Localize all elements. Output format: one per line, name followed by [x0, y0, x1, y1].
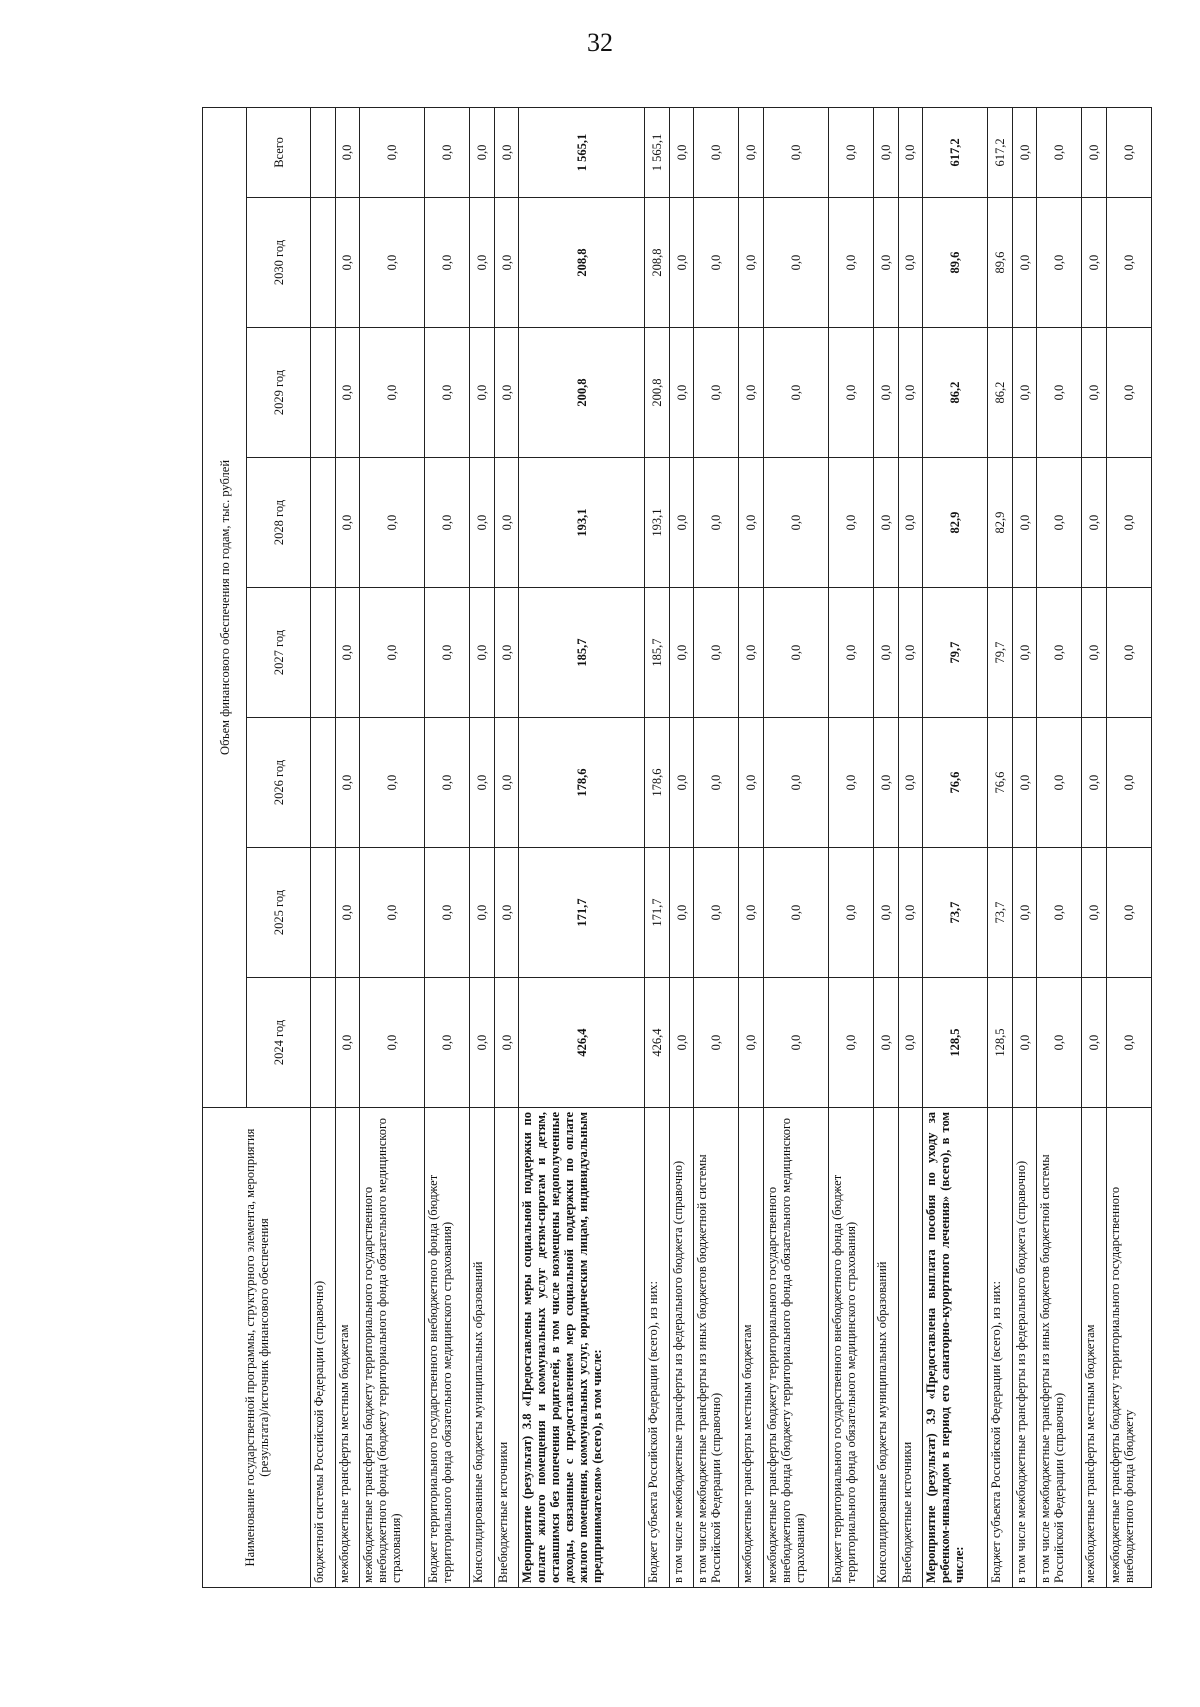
row-year-value: 0,0 [898, 718, 923, 848]
row-total-value: 0,0 [494, 107, 519, 197]
row-year-value: 0,0 [763, 718, 828, 848]
row-source-name: в том числе межбюджетные трансферты из иных бюджетов бюджетной системы Российской Федерации (справочно) [694, 1108, 739, 1588]
row-year-value: 0,0 [1037, 328, 1082, 458]
row-year-value [311, 588, 336, 718]
row-year-value: 0,0 [669, 328, 694, 458]
row-year-value: 0,0 [1106, 978, 1151, 1108]
row-year-value: 0,0 [1082, 978, 1107, 1108]
row-year-value: 193,1 [645, 458, 670, 588]
row-year-value: 0,0 [829, 458, 874, 588]
row-total-value [311, 107, 336, 197]
row-year-value: 0,0 [470, 458, 495, 588]
row-total-value: 0,0 [669, 107, 694, 197]
row-year-value: 0,0 [898, 978, 923, 1108]
row-year-value: 0,0 [1037, 718, 1082, 848]
row-year-value: 0,0 [873, 848, 898, 978]
row-year-value: 0,0 [494, 588, 519, 718]
row-year-value: 0,0 [739, 718, 764, 848]
row-total-value: 0,0 [1082, 107, 1107, 197]
row-year-value: 0,0 [360, 718, 425, 848]
row-year-value: 89,6 [988, 198, 1013, 328]
table-body [311, 107, 1152, 1587]
row-year-value: 0,0 [669, 848, 694, 978]
row-year-value [311, 978, 336, 1108]
row-year-value: 0,0 [829, 978, 874, 1108]
row-year-value: 82,9 [988, 458, 1013, 588]
row-year-value: 0,0 [360, 588, 425, 718]
row-year-value: 79,7 [988, 588, 1013, 718]
row-year-value: 0,0 [1012, 198, 1037, 328]
row-year-value: 0,0 [739, 978, 764, 1108]
row-year-value: 0,0 [470, 848, 495, 978]
row-year-value: 0,0 [1012, 588, 1037, 718]
row-year-value: 86,2 [988, 328, 1013, 458]
row-year-value: 128,5 [988, 978, 1013, 1108]
row-year-value: 0,0 [694, 328, 739, 458]
table-row [494, 107, 519, 1587]
row-year-value: 185,7 [519, 588, 645, 718]
row-source-name: Бюджет территориального государственного внебюджетного фонда (бюджет территориального фонда обязательного медицинского страхования) [829, 1108, 874, 1588]
row-year-value: 208,8 [645, 198, 670, 328]
row-year-value: 0,0 [898, 588, 923, 718]
row-year-value: 0,0 [763, 458, 828, 588]
row-year-value: 0,0 [1012, 718, 1037, 848]
row-year-value: 0,0 [829, 718, 874, 848]
row-year-value: 0,0 [739, 848, 764, 978]
row-year-value: 0,0 [335, 848, 360, 978]
row-year-value: 0,0 [763, 848, 828, 978]
row-year-value: 208,8 [519, 198, 645, 328]
row-year-value: 0,0 [873, 198, 898, 328]
row-year-value: 0,0 [425, 458, 470, 588]
row-total-value: 1 565,1 [519, 107, 645, 197]
header-name-column: Наименование государственной программы, структурного элемента, мероприятия (результата)/источник финансового обеспечения [203, 1108, 311, 1588]
header-year: 2029 год [247, 328, 311, 458]
row-year-value: 0,0 [360, 458, 425, 588]
table-row [1037, 107, 1082, 1587]
row-year-value: 0,0 [1106, 718, 1151, 848]
row-source-name: межбюджетные трансферты местным бюджетам [335, 1108, 360, 1588]
row-year-value: 0,0 [669, 588, 694, 718]
row-year-value: 0,0 [335, 198, 360, 328]
row-year-value: 0,0 [739, 198, 764, 328]
row-total-value: 0,0 [425, 107, 470, 197]
row-year-value: 171,7 [519, 848, 645, 978]
row-year-value: 178,6 [645, 718, 670, 848]
row-source-name: бюджетной системы Российской Федерации (справочно) [311, 1108, 336, 1588]
row-year-value: 0,0 [898, 458, 923, 588]
row-source-name: Внебюджетные источники [494, 1108, 519, 1588]
row-year-value: 0,0 [829, 848, 874, 978]
row-source-name: Внебюджетные источники [898, 1108, 923, 1588]
row-source-name: Бюджет территориального государственного внебюджетного фонда (бюджет территориального фонда обязательного медицинского страхования) [425, 1108, 470, 1588]
row-year-value: 171,7 [645, 848, 670, 978]
row-year-value: 0,0 [898, 848, 923, 978]
header-total: Всего [247, 107, 311, 197]
row-total-value: 0,0 [694, 107, 739, 197]
table-row [1082, 107, 1107, 1587]
table-row [923, 107, 988, 1587]
row-year-value: 0,0 [1106, 328, 1151, 458]
row-year-value: 0,0 [425, 978, 470, 1108]
table-row [425, 107, 470, 1587]
table-row [829, 107, 874, 1587]
header-funding-group: Объем финансового обеспечения по годам, тыс. рублей [203, 107, 247, 1107]
row-source-name: межбюджетные трансферты местным бюджетам [739, 1108, 764, 1588]
row-year-value: 0,0 [494, 718, 519, 848]
row-year-value: 0,0 [669, 198, 694, 328]
row-year-value: 86,2 [923, 328, 988, 458]
row-year-value: 0,0 [1012, 458, 1037, 588]
row-year-value: 200,8 [645, 328, 670, 458]
row-source-name: в том числе межбюджетные трансферты из иных бюджетов бюджетной системы Российской Федерации (справочно) [1037, 1108, 1082, 1588]
row-year-value: 0,0 [1106, 458, 1151, 588]
row-year-value: 0,0 [669, 978, 694, 1108]
row-year-value: 0,0 [898, 328, 923, 458]
row-year-value: 0,0 [494, 848, 519, 978]
row-year-value: 0,0 [425, 588, 470, 718]
table-row [669, 107, 694, 1587]
row-year-value [311, 328, 336, 458]
row-year-value: 185,7 [645, 588, 670, 718]
row-total-value: 0,0 [829, 107, 874, 197]
table-row [360, 107, 425, 1587]
row-year-value: 0,0 [1037, 458, 1082, 588]
row-year-value: 0,0 [873, 328, 898, 458]
table-row [519, 107, 645, 1587]
row-year-value: 0,0 [694, 718, 739, 848]
row-year-value [311, 718, 336, 848]
row-year-value: 0,0 [470, 198, 495, 328]
row-year-value: 0,0 [873, 978, 898, 1108]
row-year-value: 82,9 [923, 458, 988, 588]
row-year-value: 0,0 [873, 588, 898, 718]
row-year-value: 0,0 [694, 848, 739, 978]
row-year-value: 79,7 [923, 588, 988, 718]
row-year-value: 0,0 [694, 588, 739, 718]
row-year-value: 0,0 [1082, 718, 1107, 848]
row-source-name: межбюджетные трансферты бюджету территориального государственного внебюджетного фонда (бюджету территориального фонда обязательного медицинского страхования) [763, 1108, 828, 1588]
header-year: 2030 год [247, 198, 311, 328]
row-total-value: 0,0 [1012, 107, 1037, 197]
row-year-value: 0,0 [425, 328, 470, 458]
row-year-value: 76,6 [923, 718, 988, 848]
row-source-name: межбюджетные трансферты бюджету территориального государственного внебюджетного фонда (бюджету территориального фонда обязательного медицинского страхования) [360, 1108, 425, 1588]
row-total-value: 0,0 [873, 107, 898, 197]
row-year-value: 0,0 [669, 458, 694, 588]
page-number: 32 [587, 28, 613, 57]
row-year-value: 0,0 [470, 978, 495, 1108]
row-year-value: 0,0 [425, 718, 470, 848]
row-total-value: 0,0 [739, 107, 764, 197]
row-source-name: межбюджетные трансферты бюджету территориального государственного внебюджетного фонда (бюджету [1106, 1108, 1151, 1588]
row-year-value: 0,0 [1012, 848, 1037, 978]
row-source-name: Консолидированные бюджеты муниципальных образований [873, 1108, 898, 1588]
row-total-value: 0,0 [1037, 107, 1082, 197]
row-year-value: 0,0 [669, 718, 694, 848]
row-year-value: 0,0 [1037, 198, 1082, 328]
row-year-value: 0,0 [360, 198, 425, 328]
row-year-value: 0,0 [1012, 328, 1037, 458]
row-total-value: 617,2 [923, 107, 988, 197]
row-year-value: 0,0 [873, 458, 898, 588]
row-year-value: 0,0 [1106, 198, 1151, 328]
row-year-value: 0,0 [494, 198, 519, 328]
row-year-value: 0,0 [494, 458, 519, 588]
row-year-value: 0,0 [1012, 978, 1037, 1108]
table-row [1106, 107, 1151, 1587]
row-source-name: Бюджет субъекта Российской Федерации (всего), из них: [988, 1108, 1013, 1588]
row-total-value: 617,2 [988, 107, 1013, 197]
row-year-value: 0,0 [335, 328, 360, 458]
row-year-value: 128,5 [923, 978, 988, 1108]
row-year-value: 0,0 [1082, 198, 1107, 328]
row-year-value: 0,0 [1082, 458, 1107, 588]
row-source-name: Бюджет субъекта Российской Федерации (всего), из них: [645, 1108, 670, 1588]
row-year-value: 76,6 [988, 718, 1013, 848]
row-year-value: 0,0 [739, 328, 764, 458]
row-year-value: 178,6 [519, 718, 645, 848]
table-row [898, 107, 923, 1587]
header-year: 2027 год [247, 588, 311, 718]
row-source-name: в том числе межбюджетные трансферты из федерального бюджета (справочно) [669, 1108, 694, 1588]
row-year-value: 426,4 [645, 978, 670, 1108]
row-year-value: 0,0 [873, 718, 898, 848]
row-year-value: 0,0 [763, 328, 828, 458]
table-row [311, 107, 336, 1587]
row-total-value: 0,0 [898, 107, 923, 197]
row-year-value: 0,0 [470, 328, 495, 458]
row-total-value: 0,0 [470, 107, 495, 197]
row-source-name: межбюджетные трансферты местным бюджетам [1082, 1108, 1107, 1588]
row-year-value: 0,0 [335, 458, 360, 588]
row-year-value: 0,0 [1106, 848, 1151, 978]
row-total-value: 1 565,1 [645, 107, 670, 197]
row-year-value: 0,0 [360, 978, 425, 1108]
row-year-value: 0,0 [494, 328, 519, 458]
table-row [988, 107, 1013, 1587]
row-year-value: 0,0 [1037, 978, 1082, 1108]
row-year-value: 73,7 [988, 848, 1013, 978]
table-row [739, 107, 764, 1587]
header-year: 2026 год [247, 718, 311, 848]
row-year-value: 0,0 [335, 718, 360, 848]
row-source-name: Мероприятие (результат) 3.9 «Предоставлена выплата пособия по уходу за ребенком-инвалидом в период его санаторно-курортного лечения» (всего), в том числе: [923, 1108, 988, 1588]
row-year-value: 0,0 [470, 718, 495, 848]
row-year-value: 0,0 [739, 458, 764, 588]
row-year-value [311, 458, 336, 588]
row-year-value: 0,0 [829, 198, 874, 328]
row-year-value: 193,1 [519, 458, 645, 588]
table-row [470, 107, 495, 1587]
row-year-value: 0,0 [763, 978, 828, 1108]
row-year-value: 0,0 [494, 978, 519, 1108]
row-total-value: 0,0 [335, 107, 360, 197]
row-year-value: 0,0 [1082, 328, 1107, 458]
row-total-value: 0,0 [1106, 107, 1151, 197]
row-year-value: 0,0 [335, 978, 360, 1108]
row-source-name: в том числе межбюджетные трансферты из федерального бюджета (справочно) [1012, 1108, 1037, 1588]
row-year-value: 0,0 [425, 848, 470, 978]
row-year-value: 0,0 [763, 588, 828, 718]
row-year-value [311, 198, 336, 328]
table-row [645, 107, 670, 1587]
table-row [335, 107, 360, 1587]
table-row [763, 107, 828, 1587]
row-year-value: 200,8 [519, 328, 645, 458]
table-row [694, 107, 739, 1587]
table-rotated-container [202, 108, 1152, 1588]
row-year-value: 0,0 [1037, 848, 1082, 978]
row-year-value: 0,0 [694, 458, 739, 588]
row-year-value: 0,0 [470, 588, 495, 718]
row-year-value: 0,0 [829, 588, 874, 718]
row-year-value: 0,0 [739, 588, 764, 718]
row-total-value: 0,0 [763, 107, 828, 197]
row-year-value: 0,0 [335, 588, 360, 718]
row-year-value: 0,0 [360, 328, 425, 458]
row-source-name: Мероприятие (результат) 3.8 «Предоставлены меры социальной поддержки по оплате жилого помещения и коммунальных услуг детям-сиротам и детям, оставшимся без попечения родителей, в том числе возмещены недополученные доходы, связанные с предоставлением мер социальной поддержки по оплате жилого помещения, коммунальных услуг, юридическим лицам, индивидуальным предпринимателям» (всего), в том числе: [519, 1108, 645, 1588]
header-year: 2025 год [247, 848, 311, 978]
row-year-value: 0,0 [360, 848, 425, 978]
funding-table [202, 107, 1152, 1588]
row-year-value: 0,0 [694, 198, 739, 328]
row-year-value: 0,0 [425, 198, 470, 328]
row-year-value: 426,4 [519, 978, 645, 1108]
table-row [873, 107, 898, 1587]
row-source-name: Консолидированные бюджеты муниципальных образований [470, 1108, 495, 1588]
row-year-value: 0,0 [1082, 588, 1107, 718]
row-year-value: 0,0 [1082, 848, 1107, 978]
row-year-value [311, 848, 336, 978]
row-year-value: 0,0 [1037, 588, 1082, 718]
row-total-value: 0,0 [360, 107, 425, 197]
row-year-value: 89,6 [923, 198, 988, 328]
header-year: 2028 год [247, 458, 311, 588]
row-year-value: 73,7 [923, 848, 988, 978]
row-year-value: 0,0 [829, 328, 874, 458]
row-year-value: 0,0 [898, 198, 923, 328]
row-year-value: 0,0 [1106, 588, 1151, 718]
header-year: 2024 год [247, 978, 311, 1108]
row-year-value: 0,0 [763, 198, 828, 328]
table-row [1012, 107, 1037, 1587]
row-year-value: 0,0 [694, 978, 739, 1108]
